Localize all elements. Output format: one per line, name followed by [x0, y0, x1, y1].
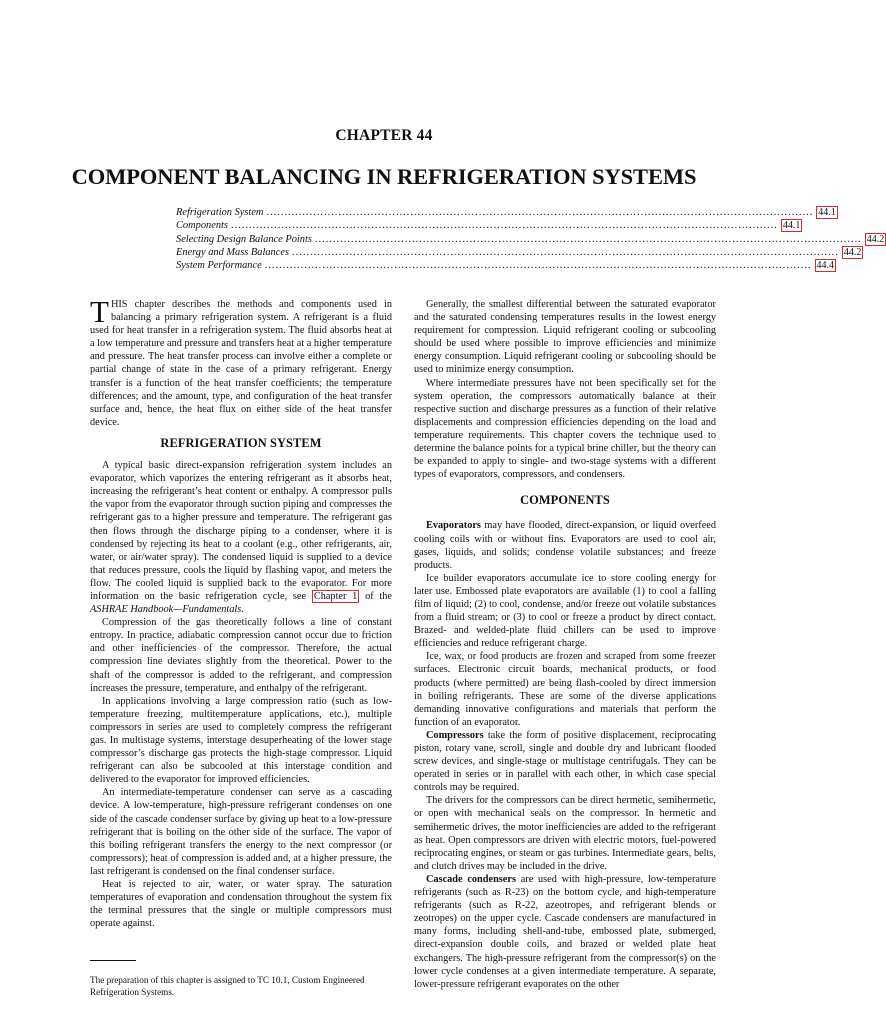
toc-entry[interactable]: [176, 219, 801, 232]
chapter-number: CHAPTER 44: [335, 127, 433, 144]
chapter-1-link[interactable]: Chapter 1: [313, 590, 358, 602]
term-cascade-condensers: Cascade condensers: [426, 873, 516, 885]
footnote-rule: [90, 960, 136, 961]
toc-entry-title: Refrigeration System: [176, 207, 264, 219]
toc-leader-dots: ........................................................................................................................................................: [314, 233, 862, 245]
paragraph: Heat is rejected to air, water, or water spray. The saturation temperatures of evaporation and condensation throughout the system fix the terminal pressures that the single or multiple compressors must operate against.: [90, 879, 392, 930]
paragraph-text: .: [241, 604, 244, 616]
paragraph: In applications involving a large compression ratio (such as low-temperature freezing, multitemperature applications, etc.), multiple compressors in series are used to completely compress the refrigerant gas. In multistage systems, interstage desuperheating of the lower stage compressor’s discharge gas protects the high-stage compressor. Liquid refrigerant can also be subcooled at this interstage condition and delivered to the evaporator for improved efficiencies.: [90, 695, 392, 786]
paragraph: [414, 729, 716, 794]
left-column: [90, 294, 392, 930]
paragraph-text: A typical basic direct-expansion refrigeration system includes an evaporator, which vaporizes the entering refrigerant as it absorbs heat, increasing the refrigerant’s heat content or enthalpy. A compressor pulls the vapor from the evaporator through suction piping and compresses the refrigerant gas to a higher pressure and temperature. The refrigerant gas then flows through the discharge piping to a condenser, where it is condensed by rejecting its heat to a coolant (e.g., other refrigerants, air, water, or air/water spray). The condensed liquid is supplied to a device that reduces pressure, cools the liquid by flashing vapor, and meters the flow. The cooled liquid is supplied back to the evaporator. For more information on the basic refrigeration cycle, see: [90, 460, 392, 602]
toc-page-link[interactable]: 44.1: [782, 220, 801, 232]
section-heading-components: COMPONENTS: [520, 493, 610, 508]
chapter-title: COMPONENT BALANCING IN REFRIGERATION SYSTEMS: [71, 164, 697, 189]
paragraph: [414, 519, 716, 571]
intro-paragraph: [90, 294, 392, 429]
toc-entry-title: Selecting Design Balance Points: [176, 233, 312, 245]
table-of-contents: [176, 206, 885, 272]
toc-leader-dots: ........................................................................................................................................................: [264, 259, 812, 271]
paragraph-text: may have flooded, direct-expansion, or liquid overfeed cooling coils with or without fins. Evaporators are used to cool air, gases, liquids, and solids; condense volatile substances; and freeze products.: [414, 520, 716, 571]
footnote: The preparation of this chapter is assigned to TC 10.1, Custom Engineered Refrigeration Systems.: [90, 975, 365, 998]
book-title: ASHRAE Handbook—Fundamentals: [90, 604, 242, 616]
toc-entry[interactable]: [176, 206, 836, 219]
paragraph: [414, 873, 716, 991]
toc-entry[interactable]: [176, 246, 862, 259]
term-compressors: Compressors: [426, 729, 484, 741]
paragraph: [90, 459, 392, 616]
drop-cap: T: [90, 294, 109, 329]
section-heading-refrigeration-system: REFRIGERATION SYSTEM: [160, 435, 322, 450]
intro-text: HIS chapter describes the methods and components used in balancing a primary refrigeration system. A refrigerant is a fluid used for heat transfer in a refrigeration system. The fluid absorbs heat at a low temperature and pressure and transfers heat at a higher temperature and pressure. The heat transfer process can involve either a complete or partial change of state in the case of a primary refrigerant. Energy transfer is a function of the heat transfer coefficients; the temperature differences; and the amount, type, and configuration of the heat transfer surface and, hence, the heat flux on either side of the heat transfer device.: [90, 299, 392, 428]
paragraph: The drivers for the compressors can be direct hermetic, semihermetic, or open with mechanical seals on the compressor. In hermetic and semihermetic drives, the motor inefficiencies are added to the refrigerant as heat. Open compressors are driven with electric motors, fuel-powered reciprocating engines, or steam or gas turbines. Intermediate gears, belts, and clutch drives may be included in the drive.: [414, 795, 716, 872]
paragraph-text: are used with high-pressure, low-temperature refrigerants (such as R-23) on the bottom cycle, and high-temperature refrigerants (such as R-22, azeotropes, and refrigerant blends or zeotropes) on the upper cycle. Cascade condensers are manufactured in many forms, including shell-and-tube, embossed plate, submerged, direct-expansion double coils, and brazed or welded plate heat exchangers. The high-pressure refrigerant from the compressor(s) on the lower cycle condenses at a given intermediate temperature. A separate, lower-pressure refrigerant evaporates on the other: [414, 873, 717, 990]
toc-entry-title: Energy and Mass Balances: [176, 246, 290, 258]
toc-entry-title: Components: [176, 220, 228, 232]
toc-leader-dots: ........................................................................................................................................................: [266, 207, 814, 219]
paragraph: Generally, the smallest differential between the saturated evaporator and the saturated condensing temperatures results in the lowest energy requirement for compression. Liquid refrigerant cooling or subcooling should be used where possible to improve efficiencies and minimize energy consumption. Liquid refrigerant cooling or subcooling should be used to minimize energy consumption.: [414, 299, 716, 376]
toc-leader-dots: ........................................................................................................................................................: [292, 246, 839, 258]
term-evaporators: Evaporators: [426, 520, 481, 532]
toc-page-link[interactable]: 44.1: [818, 207, 836, 219]
paragraph-text: of the: [359, 590, 392, 602]
toc-entry[interactable]: [176, 232, 885, 245]
toc-page-link[interactable]: 44.4: [816, 259, 835, 271]
paragraph: Where intermediate pressures have not been specifically set for the system operation, the compressors automatically balance at their respective suction and discharge pressures as a function of their relative displacements and compression efficiencies depending on the load and temperature requirements. This chapter covers the technique used to determine the balance points for a typical brine chiller, but the theory can be expanded to apply to single- and two-stage systems with a different types of evaporators, compressors, and condensers.: [414, 377, 716, 481]
paragraph: An intermediate-temperature condenser can serve as a cascading device. A low-temperature, high-pressure refrigerant condenses on one side of the cascade condenser surface by giving up heat to a low-pressure refrigerant that is boiling on the other side of the surface. The vapor of this boiling refrigerant transfers the energy to the next compressor (or compressors); heat of compression is added and, at a higher pressure, the last refrigerant is condensed on the final condenser surface.: [90, 787, 392, 877]
toc-entry-title: System Performance: [176, 259, 262, 271]
paragraph: Compression of the gas theoretically follows a line of constant entropy. In practice, adiabatic compression cannot occur due to friction and other inefficiencies of the compressor. Therefore, the actual compression line deviates slightly from the theoretical. Power to the shaft of the compressor is added to the refrigerant, and compression increases the pressure, temperature, and enthalpy of the refrigerant.: [90, 617, 392, 694]
toc-leader-dots: ........................................................................................................................................................: [230, 220, 778, 232]
toc-page-link[interactable]: 44.2: [866, 233, 885, 245]
toc-entry[interactable]: [176, 259, 835, 272]
paragraph: Ice builder evaporators accumulate ice to store cooling energy for later use. Embossed plate evaporators are available (1) to cool a falling film of liquid; (2) to cool, condense, and/or freeze out volatile substances from a fluid stream; or (3) to cool or freeze a product by direct contact. Brazed- and welded-plate fluid chillers can be used to improve efficiencies and reduce refrigerant charge.: [414, 572, 716, 650]
paragraph-text: take the form of positive displacement, reciprocating piston, rotary vane, scroll, single and double dry and lubricant flooded screw devices, and single-stage or multistage centrifugals. They can be operated in series or in parallel with each other, in which case special controls may be required.: [414, 729, 716, 794]
right-column: [414, 298, 716, 991]
toc-page-link[interactable]: 44.2: [843, 246, 862, 258]
paragraph: Ice, wax, or food products are frozen and scraped from some freezer surfaces. Electronic circuit boards, mechanical products, or food products (where permitted) are being flash-cooled by direct immersion in boiling refrigerants. These are some of the diverse applications demanding innovative configurations and materials that perform the function of an evaporator.: [414, 651, 716, 728]
